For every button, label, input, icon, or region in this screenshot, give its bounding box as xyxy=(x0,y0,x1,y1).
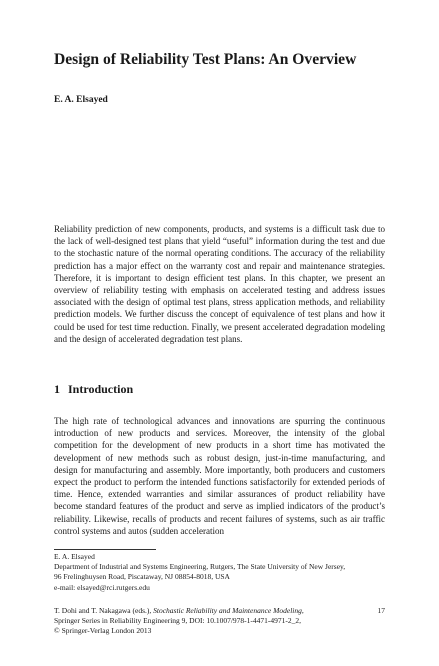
section-heading xyxy=(54,382,133,396)
citation-block xyxy=(54,606,384,637)
chapter-author: E. A. Elsayed xyxy=(54,95,108,105)
chapter-title: Design of Reliability Test Plans: An Overview xyxy=(54,51,357,68)
footnote-affiliation-line2: 96 Frelinghuysen Road, Piscataway, NJ 08854-8018, USA xyxy=(54,572,230,582)
introduction-paragraph: The high rate of technological advances and innovations are spurring the continuous introduction of new products and services. Moreover, the intensity of the global competition for the development of new products in a short time has motivated the development of new methods such as robust design, just-in-time manufacturing, and design for manufacturing and assembly. More importantly, both producers and customers expect the product to perform the intended functions satisfactorily for extended periods of time. Hence, extended warranties and similar assurances of product reliability have become standard features of the product and serve as implied indicators of the product’s reliability. Likewise, recalls of products and recent failures of systems, such as air traffic control systems and autos (sudden acceleration xyxy=(54,416,385,536)
citation-line2: Springer Series in Reliability Engineering 9, DOI: 10.1007/978-1-4471-4971-2_2, xyxy=(54,616,302,626)
citation-line1 xyxy=(54,606,384,616)
page-number: 17 xyxy=(377,606,385,615)
footnote-divider xyxy=(54,549,156,550)
footnote-affiliation-line1: Department of Industrial and Systems Engineering, Rutgers, The State University of New Jersey, xyxy=(54,562,346,572)
section-number: 1 xyxy=(54,382,60,396)
citation-editors: T. Dohi and T. Nakagawa (eds.), xyxy=(54,606,154,615)
footnote-email: e-mail: elsayed@rci.rutgers.edu xyxy=(54,582,150,592)
citation-comma: , xyxy=(301,606,304,615)
footnote-author-name: E. A. Elsayed xyxy=(54,552,95,561)
section-title: Introduction xyxy=(68,382,134,396)
citation-book-title: Stochastic Reliability and Maintenance Modeling xyxy=(153,606,302,615)
citation-line3: © Springer-Verlag London 2013 xyxy=(54,626,152,636)
author-footnote xyxy=(54,552,394,593)
abstract-paragraph: Reliability prediction of new components, products, and systems is a difficult task due to the lack of well-designed test plans that yield “useful” information during the test and due to the stochastic nature of the normal operating conditions. The accuracy of the reliability prediction has a major effect on the warranty cost and repair and maintenance strategies. Therefore, it is important to design efficient test plans. In this chapter, we present an overview of reliability testing with emphasis on accelerated testing and address issues associated with the design of optimal test plans, stress application methods, and reliability prediction models. We further discuss the concept of equivalence of test plans and how it could be used for test time reduction. Finally, we present accelerated degradation modeling and the design of accelerated degradation test plans. xyxy=(54,224,385,344)
